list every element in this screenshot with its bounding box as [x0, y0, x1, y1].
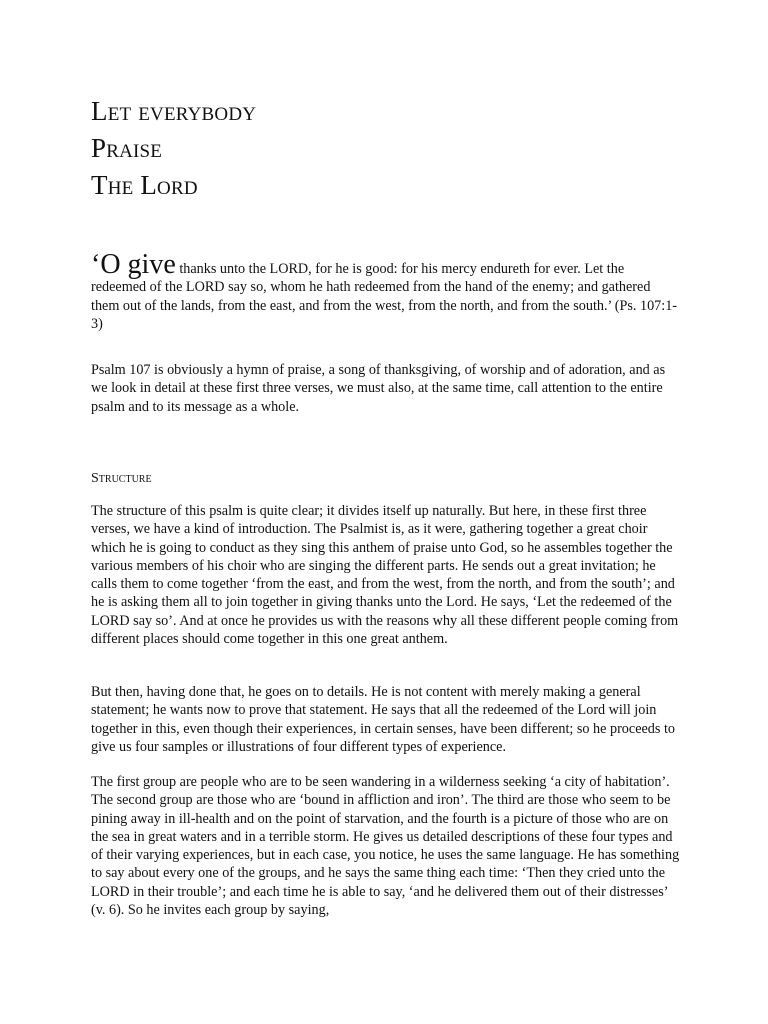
opening-quote-text: thanks unto the LORD, for he is good: for his mercy endureth for ever. Let the redeemed of the LORD say so, whom he hath redeemed from the hand of the enemy; and gathered them out of the lands, from the east, and from the west, from the north, and from the south.’ (Ps. 107:1-3)	[91, 261, 678, 332]
paragraph-intro: Psalm 107 is obviously a hymn of praise, a song of thanksgiving, of worship and of adoration, and as we look in detail at these first three verses, we must also, at the same time, call attention to the entire psalm and to its message as a whole.	[91, 362, 666, 415]
paragraph-details: But then, having done that, he goes on to details. He is not content with merely making a general statement; he wants now to prove that statement. He says that all the redeemed of the Lord will join together in this, even though their experiences, in certain senses, have been different; so he proceeds to give us four samples or illustrations of four different types of experience.	[91, 684, 675, 755]
chapter-title	[91, 93, 256, 204]
chapter-title-line-1: Let everybody	[91, 96, 257, 126]
section-heading: Structure	[91, 471, 152, 486]
chapter-title-line-3: The Lord	[91, 170, 198, 200]
paragraph-groups: The first group are people who are to be seen wandering in a wilderness seeking ‘a city of habitation’. The second group are those who are ‘bound in affliction and iron’. The third are those who seem to be pining away in ill-health and on the point of starvation, and the fourth is a picture of those who are on the sea in great waters and in a terrible storm. He gives us detailed descriptions of these four types and of their varying experiences, but in each case, you notice, he uses the same language. He has something to say about every one of the groups, and he says the same thing each time: ‘Then they cried unto the LORD in their trouble’; and each time he is able to say, ‘and he delivered them out of their distresses’ (v. 6). So he invites each group by saying,	[91, 774, 680, 919]
paragraph-structure: The structure of this psalm is quite clear; it divides itself up naturally. But here, in these first three verses, we have a kind of introduction. The Psalmist is, as it were, gathering together a great choir which he is going to conduct as they sing this anthem of praise unto God, so he assembles together the various members of his choir who are singing the different parts. He sends out a great invitation; he calls them to come together ‘from the east, and from the west, from the north, and from the south’; and he is asking them all to join together in giving thanks unto the Lord. He says, ‘Let the redeemed of the LORD say so’. And at once he provides us with the reasons why all these different people coming from different places should come together in this one great anthem.	[91, 503, 679, 648]
drop-cap-text: ‘O give	[91, 249, 176, 280]
chapter-title-line-2: Praise	[91, 133, 163, 163]
opening-scripture-quote	[91, 249, 681, 333]
